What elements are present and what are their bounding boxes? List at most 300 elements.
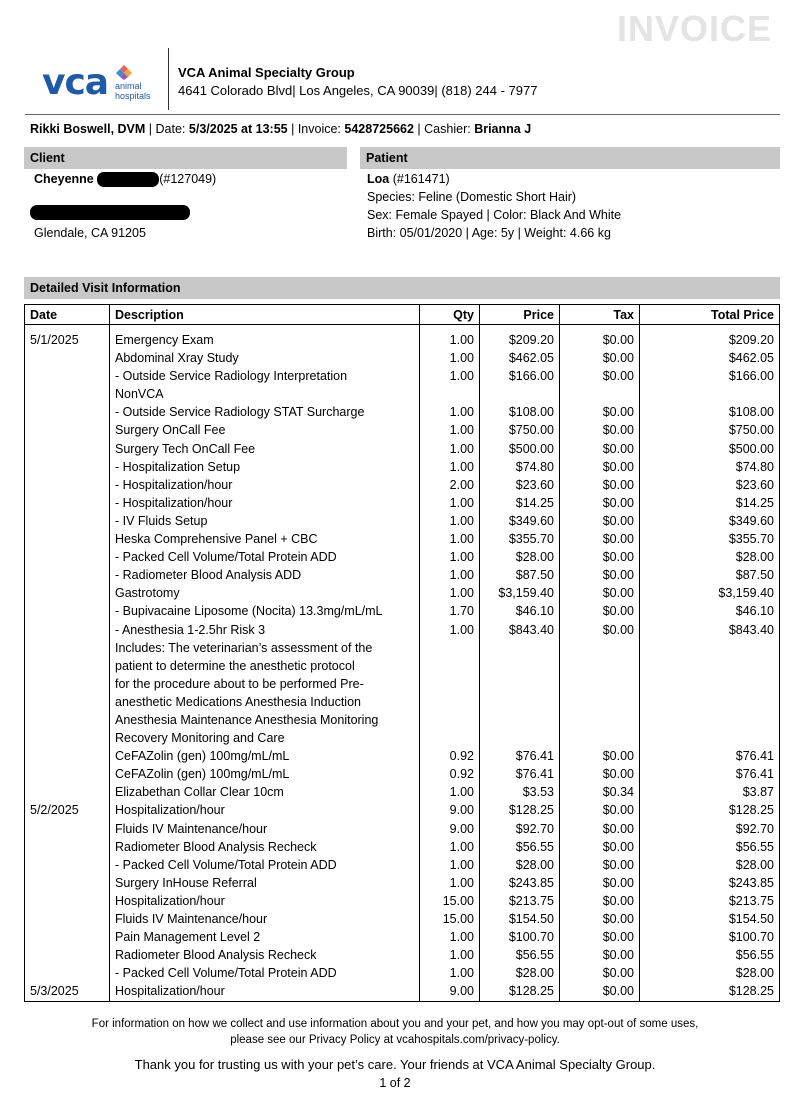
table-row: [25, 801, 780, 819]
row-tax: $0.00: [560, 421, 640, 439]
patient-id: (#161471): [392, 172, 450, 186]
row-price: [480, 385, 560, 403]
row-qty: [420, 675, 480, 693]
row-tax: $0.00: [560, 892, 640, 910]
logo-wordmark: vca: [42, 62, 109, 103]
row-description: - Outside Service Radiology STAT Surcharge: [110, 403, 420, 421]
row-date: [25, 385, 110, 403]
row-date: [25, 838, 110, 856]
row-qty: 1.00: [420, 928, 480, 946]
row-description: - Packed Cell Volume/Total Protein ADD: [110, 548, 420, 566]
row-price: $3,159.40: [480, 584, 560, 602]
row-price: $92.70: [480, 820, 560, 838]
patient-heading: Patient: [360, 147, 780, 169]
row-date: [25, 440, 110, 458]
table-header-row: [25, 305, 780, 325]
row-total: [640, 693, 780, 711]
row-total: $166.00: [640, 367, 780, 385]
table-row: [25, 747, 780, 765]
row-total: $355.70: [640, 530, 780, 548]
row-tax: $0.00: [560, 874, 640, 892]
row-total: [640, 657, 780, 675]
page-number: 1 of 2: [379, 1076, 411, 1090]
row-tax: $0.00: [560, 982, 640, 1001]
table-row: [25, 385, 780, 403]
row-tax: $0.00: [560, 910, 640, 928]
row-date: [25, 765, 110, 783]
row-total: $92.70: [640, 820, 780, 838]
row-total: $28.00: [640, 548, 780, 566]
row-qty: 0.92: [420, 765, 480, 783]
row-tax: $0.00: [560, 946, 640, 964]
header-rule: [25, 114, 780, 115]
row-date: [25, 910, 110, 928]
row-price: [480, 657, 560, 675]
row-tax: $0.00: [560, 512, 640, 530]
row-description: Fluids IV Maintenance/hour: [110, 910, 420, 928]
table-row: [25, 458, 780, 476]
row-qty: 1.00: [420, 964, 480, 982]
row-description: - Packed Cell Volume/Total Protein ADD: [110, 964, 420, 982]
patient-sex-color: Sex: Female Spayed | Color: Black And White: [367, 208, 622, 222]
row-qty: [420, 711, 480, 729]
row-tax: $0.00: [560, 602, 640, 620]
row-price: $750.00: [480, 421, 560, 439]
row-qty: 1.00: [420, 512, 480, 530]
row-tax: $0.00: [560, 964, 640, 982]
row-date: [25, 675, 110, 693]
row-description: Recovery Monitoring and Care: [110, 729, 420, 747]
row-description: Radiometer Blood Analysis Recheck: [110, 946, 420, 964]
row-date: [25, 584, 110, 602]
row-qty: 1.00: [420, 783, 480, 801]
row-tax: [560, 639, 640, 657]
table-row: [25, 693, 780, 711]
row-description: - Hospitalization Setup: [110, 458, 420, 476]
row-qty: [420, 693, 480, 711]
row-tax: [560, 385, 640, 403]
col-total-price: Total Price: [640, 305, 780, 325]
row-price: $462.05: [480, 349, 560, 367]
row-tax: [560, 693, 640, 711]
logo-subtitle-line1: animal: [115, 81, 142, 91]
patient-name-line: [367, 172, 450, 186]
header-divider: [168, 48, 169, 110]
row-qty: 1.00: [420, 349, 480, 367]
row-price: $28.00: [480, 548, 560, 566]
row-total: $128.25: [640, 982, 780, 1001]
row-qty: 1.00: [420, 325, 480, 350]
table-row: [25, 403, 780, 421]
row-date: [25, 856, 110, 874]
row-tax: [560, 657, 640, 675]
row-price: [480, 729, 560, 747]
logo-subtitle-line2: hospitals: [115, 91, 151, 101]
row-date: [25, 657, 110, 675]
row-total: $843.40: [640, 621, 780, 639]
row-qty: 9.00: [420, 820, 480, 838]
row-date: [25, 621, 110, 639]
privacy-line-2: please see our Privacy Policy at vcahospitals.com/privacy-policy.: [230, 1034, 560, 1046]
client-first-name: Cheyenne: [34, 172, 94, 186]
row-description: - Bupivacaine Liposome (Nocita) 13.3mg/mL/mL: [110, 602, 420, 620]
row-qty: 1.00: [420, 548, 480, 566]
clinic-address: 4641 Colorado Blvd| Los Angeles, CA 90039| (818) 244 - 7977: [178, 83, 538, 98]
row-total: $74.80: [640, 458, 780, 476]
row-tax: $0.00: [560, 440, 640, 458]
row-date: [25, 729, 110, 747]
row-qty: 1.00: [420, 838, 480, 856]
logo-subtitle: [115, 81, 151, 101]
table-row: [25, 711, 780, 729]
row-price: $28.00: [480, 964, 560, 982]
row-total: $76.41: [640, 747, 780, 765]
row-qty: 1.00: [420, 458, 480, 476]
row-price: $3.53: [480, 783, 560, 801]
row-total: $28.00: [640, 856, 780, 874]
cashier-label: Cashier:: [424, 122, 471, 136]
table-row: [25, 874, 780, 892]
row-description: Radiometer Blood Analysis Recheck: [110, 838, 420, 856]
row-date: [25, 458, 110, 476]
row-total: $349.60: [640, 512, 780, 530]
table-row: [25, 820, 780, 838]
table-row: [25, 783, 780, 801]
table-row: [25, 584, 780, 602]
row-total: $56.55: [640, 838, 780, 856]
row-qty: 1.00: [420, 421, 480, 439]
row-price: [480, 711, 560, 729]
row-qty: 1.00: [420, 367, 480, 385]
row-description: Surgery OnCall Fee: [110, 421, 420, 439]
col-tax: Tax: [560, 305, 640, 325]
row-description: - Hospitalization/hour: [110, 494, 420, 512]
row-price: $209.20: [480, 325, 560, 350]
row-total: $28.00: [640, 964, 780, 982]
row-tax: [560, 711, 640, 729]
table-row: [25, 675, 780, 693]
row-price: $213.75: [480, 892, 560, 910]
table-row: [25, 964, 780, 982]
patient-name: Loa: [367, 172, 390, 186]
row-description: patient to determine the anesthetic protocol: [110, 657, 420, 675]
row-total: $500.00: [640, 440, 780, 458]
row-total: [640, 675, 780, 693]
row-tax: $0.00: [560, 349, 640, 367]
row-total: $100.70: [640, 928, 780, 946]
row-qty: 9.00: [420, 982, 480, 1001]
row-description: - Outside Service Radiology Interpretation: [110, 367, 420, 385]
row-tax: $0.00: [560, 801, 640, 819]
row-qty: [420, 639, 480, 657]
row-description: Elizabethan Collar Clear 10cm: [110, 783, 420, 801]
table-row: [25, 494, 780, 512]
row-price: $23.60: [480, 476, 560, 494]
row-description: Hospitalization/hour: [110, 892, 420, 910]
col-price: Price: [480, 305, 560, 325]
row-total: [640, 729, 780, 747]
row-qty: 15.00: [420, 892, 480, 910]
row-date: [25, 602, 110, 620]
row-price: $56.55: [480, 838, 560, 856]
client-heading: Client: [24, 147, 347, 169]
details-heading: Detailed Visit Information: [24, 277, 780, 299]
row-date: [25, 367, 110, 385]
privacy-notice: [0, 1016, 790, 1048]
row-total: $23.60: [640, 476, 780, 494]
row-date: [25, 747, 110, 765]
row-description: CeFAZolin (gen) 100mg/mL/mL: [110, 765, 420, 783]
row-date: [25, 892, 110, 910]
row-tax: $0.00: [560, 621, 640, 639]
row-price: $56.55: [480, 946, 560, 964]
table-row: [25, 838, 780, 856]
row-qty: 1.00: [420, 530, 480, 548]
separator: |: [148, 122, 156, 136]
client-name-line: [34, 172, 216, 187]
separator: |: [417, 122, 425, 136]
row-total: $462.05: [640, 349, 780, 367]
row-date: [25, 494, 110, 512]
row-date: [25, 928, 110, 946]
row-total: $3.87: [640, 783, 780, 801]
col-date: Date: [25, 305, 110, 325]
row-description: Includes: The veterinarian’s assessment of the: [110, 639, 420, 657]
row-tax: [560, 675, 640, 693]
row-description: CeFAZolin (gen) 100mg/mL/mL: [110, 747, 420, 765]
visit-summary: [30, 122, 531, 136]
row-total: $209.20: [640, 325, 780, 350]
row-price: $843.40: [480, 621, 560, 639]
row-total: $14.25: [640, 494, 780, 512]
row-date: 5/1/2025: [25, 325, 110, 350]
row-qty: 1.00: [420, 403, 480, 421]
row-price: $87.50: [480, 566, 560, 584]
row-qty: 1.00: [420, 584, 480, 602]
row-description: Surgery Tech OnCall Fee: [110, 440, 420, 458]
redacted-surname: [97, 172, 159, 187]
row-date: 5/3/2025: [25, 982, 110, 1001]
row-price: $28.00: [480, 856, 560, 874]
table-row: [25, 946, 780, 964]
row-qty: 1.00: [420, 856, 480, 874]
line-items-table: [24, 304, 780, 1002]
row-tax: [560, 729, 640, 747]
table-row: [25, 982, 780, 1001]
row-qty: 1.00: [420, 566, 480, 584]
row-qty: 1.00: [420, 494, 480, 512]
table-row: [25, 530, 780, 548]
row-tax: $0.00: [560, 856, 640, 874]
row-price: $243.85: [480, 874, 560, 892]
row-description: - Radiometer Blood Analysis ADD: [110, 566, 420, 584]
row-date: [25, 711, 110, 729]
separator: |: [291, 122, 298, 136]
row-qty: 1.00: [420, 874, 480, 892]
row-price: $74.80: [480, 458, 560, 476]
vca-logo: [42, 62, 160, 104]
row-total: $243.85: [640, 874, 780, 892]
table-row: [25, 476, 780, 494]
row-date: [25, 639, 110, 657]
table-row: [25, 729, 780, 747]
row-tax: $0.00: [560, 838, 640, 856]
table-row: [25, 512, 780, 530]
row-description: - Anesthesia 1-2.5hr Risk 3: [110, 621, 420, 639]
row-description: anesthetic Medications Anesthesia Induction: [110, 693, 420, 711]
client-id: (#127049): [159, 172, 217, 186]
date-label: Date:: [155, 122, 186, 136]
row-description: Hospitalization/hour: [110, 982, 420, 1001]
doctor-name: Rikki Boswell, DVM: [30, 122, 146, 136]
row-total: $87.50: [640, 566, 780, 584]
row-total: [640, 385, 780, 403]
row-description: NonVCA: [110, 385, 420, 403]
row-description: - Hospitalization/hour: [110, 476, 420, 494]
row-price: $108.00: [480, 403, 560, 421]
row-date: [25, 403, 110, 421]
row-price: $349.60: [480, 512, 560, 530]
row-tax: $0.00: [560, 765, 640, 783]
row-tax: $0.00: [560, 494, 640, 512]
table-row: [25, 421, 780, 439]
clinic-name: VCA Animal Specialty Group: [178, 65, 355, 80]
row-description: Pain Management Level 2: [110, 928, 420, 946]
row-price: $14.25: [480, 494, 560, 512]
row-tax: $0.00: [560, 367, 640, 385]
row-tax: $0.00: [560, 566, 640, 584]
row-tax: $0.00: [560, 458, 640, 476]
row-qty: [420, 385, 480, 403]
table-row: [25, 639, 780, 657]
invoice-watermark: INVOICE: [616, 8, 772, 49]
redacted-street: [30, 205, 190, 220]
row-price: $500.00: [480, 440, 560, 458]
row-tax: $0.00: [560, 548, 640, 566]
row-tax: $0.00: [560, 403, 640, 421]
row-qty: 0.92: [420, 747, 480, 765]
row-qty: [420, 657, 480, 675]
row-total: $213.75: [640, 892, 780, 910]
row-tax: $0.00: [560, 820, 640, 838]
cashier-name: Brianna J: [474, 122, 532, 136]
row-description: Abdominal Xray Study: [110, 349, 420, 367]
table-row: [25, 621, 780, 639]
patient-birth: Birth: 05/01/2020 | Age: 5y | Weight: 4.66 kg: [367, 226, 611, 240]
row-total: [640, 711, 780, 729]
row-tax: $0.00: [560, 584, 640, 602]
row-description: Surgery InHouse Referral: [110, 874, 420, 892]
row-price: $100.70: [480, 928, 560, 946]
row-description: Gastrotomy: [110, 584, 420, 602]
row-price: $76.41: [480, 747, 560, 765]
row-price: $355.70: [480, 530, 560, 548]
row-total: $108.00: [640, 403, 780, 421]
col-qty: Qty: [420, 305, 480, 325]
table-row: [25, 928, 780, 946]
row-description: - Packed Cell Volume/Total Protein ADD: [110, 856, 420, 874]
row-qty: [420, 729, 480, 747]
row-date: [25, 349, 110, 367]
row-qty: 15.00: [420, 910, 480, 928]
row-price: $46.10: [480, 602, 560, 620]
row-date: [25, 530, 110, 548]
row-description: - IV Fluids Setup: [110, 512, 420, 530]
row-description: Heska Comprehensive Panel + CBC: [110, 530, 420, 548]
row-price: $128.25: [480, 982, 560, 1001]
row-date: [25, 783, 110, 801]
row-total: $46.10: [640, 602, 780, 620]
row-qty: 1.70: [420, 602, 480, 620]
row-tax: $0.00: [560, 530, 640, 548]
row-date: [25, 566, 110, 584]
row-description: Fluids IV Maintenance/hour: [110, 820, 420, 838]
col-description: Description: [110, 305, 420, 325]
table-row: [25, 856, 780, 874]
row-date: [25, 693, 110, 711]
row-description: Hospitalization/hour: [110, 801, 420, 819]
row-description: Anesthesia Maintenance Anesthesia Monitoring: [110, 711, 420, 729]
client-city: Glendale, CA 91205: [34, 226, 146, 240]
row-qty: 1.00: [420, 440, 480, 458]
table-row: [25, 548, 780, 566]
row-date: [25, 874, 110, 892]
row-price: $128.25: [480, 801, 560, 819]
table-row: [25, 657, 780, 675]
row-tax: $0.00: [560, 325, 640, 350]
table-row: [25, 765, 780, 783]
row-total: $76.41: [640, 765, 780, 783]
row-price: [480, 693, 560, 711]
row-date: [25, 476, 110, 494]
row-date: [25, 512, 110, 530]
row-price: $166.00: [480, 367, 560, 385]
table-row: [25, 602, 780, 620]
table-row: [25, 325, 780, 350]
row-price: [480, 675, 560, 693]
row-total: $750.00: [640, 421, 780, 439]
logo-mark-icon: [113, 64, 135, 80]
row-qty: 1.00: [420, 946, 480, 964]
table-row: [25, 440, 780, 458]
row-total: $56.55: [640, 946, 780, 964]
row-tax: $0.00: [560, 928, 640, 946]
privacy-line-1: For information on how we collect and use information about you and your pet, and how you may opt-out of some uses,: [91, 1018, 699, 1030]
thank-you-note: Thank you for trusting us with your pet’s care. Your friends at VCA Animal Specialty Group.: [134, 1057, 656, 1072]
line-items-body: [25, 325, 780, 1002]
row-qty: 9.00: [420, 801, 480, 819]
table-row: [25, 892, 780, 910]
row-date: 5/2/2025: [25, 801, 110, 819]
table-row: [25, 349, 780, 367]
row-total: $3,159.40: [640, 584, 780, 602]
row-qty: 1.00: [420, 621, 480, 639]
row-tax: $0.34: [560, 783, 640, 801]
row-price: $76.41: [480, 765, 560, 783]
row-date: [25, 946, 110, 964]
row-date: [25, 964, 110, 982]
client-address-redacted: [30, 205, 190, 220]
table-row: [25, 367, 780, 385]
patient-species: Species: Feline (Domestic Short Hair): [367, 190, 577, 204]
row-description: Emergency Exam: [110, 325, 420, 350]
row-date: [25, 421, 110, 439]
table-row: [25, 566, 780, 584]
row-tax: $0.00: [560, 747, 640, 765]
visit-date: 5/3/2025 at 13:55: [188, 122, 288, 136]
row-price: $154.50: [480, 910, 560, 928]
row-date: [25, 548, 110, 566]
